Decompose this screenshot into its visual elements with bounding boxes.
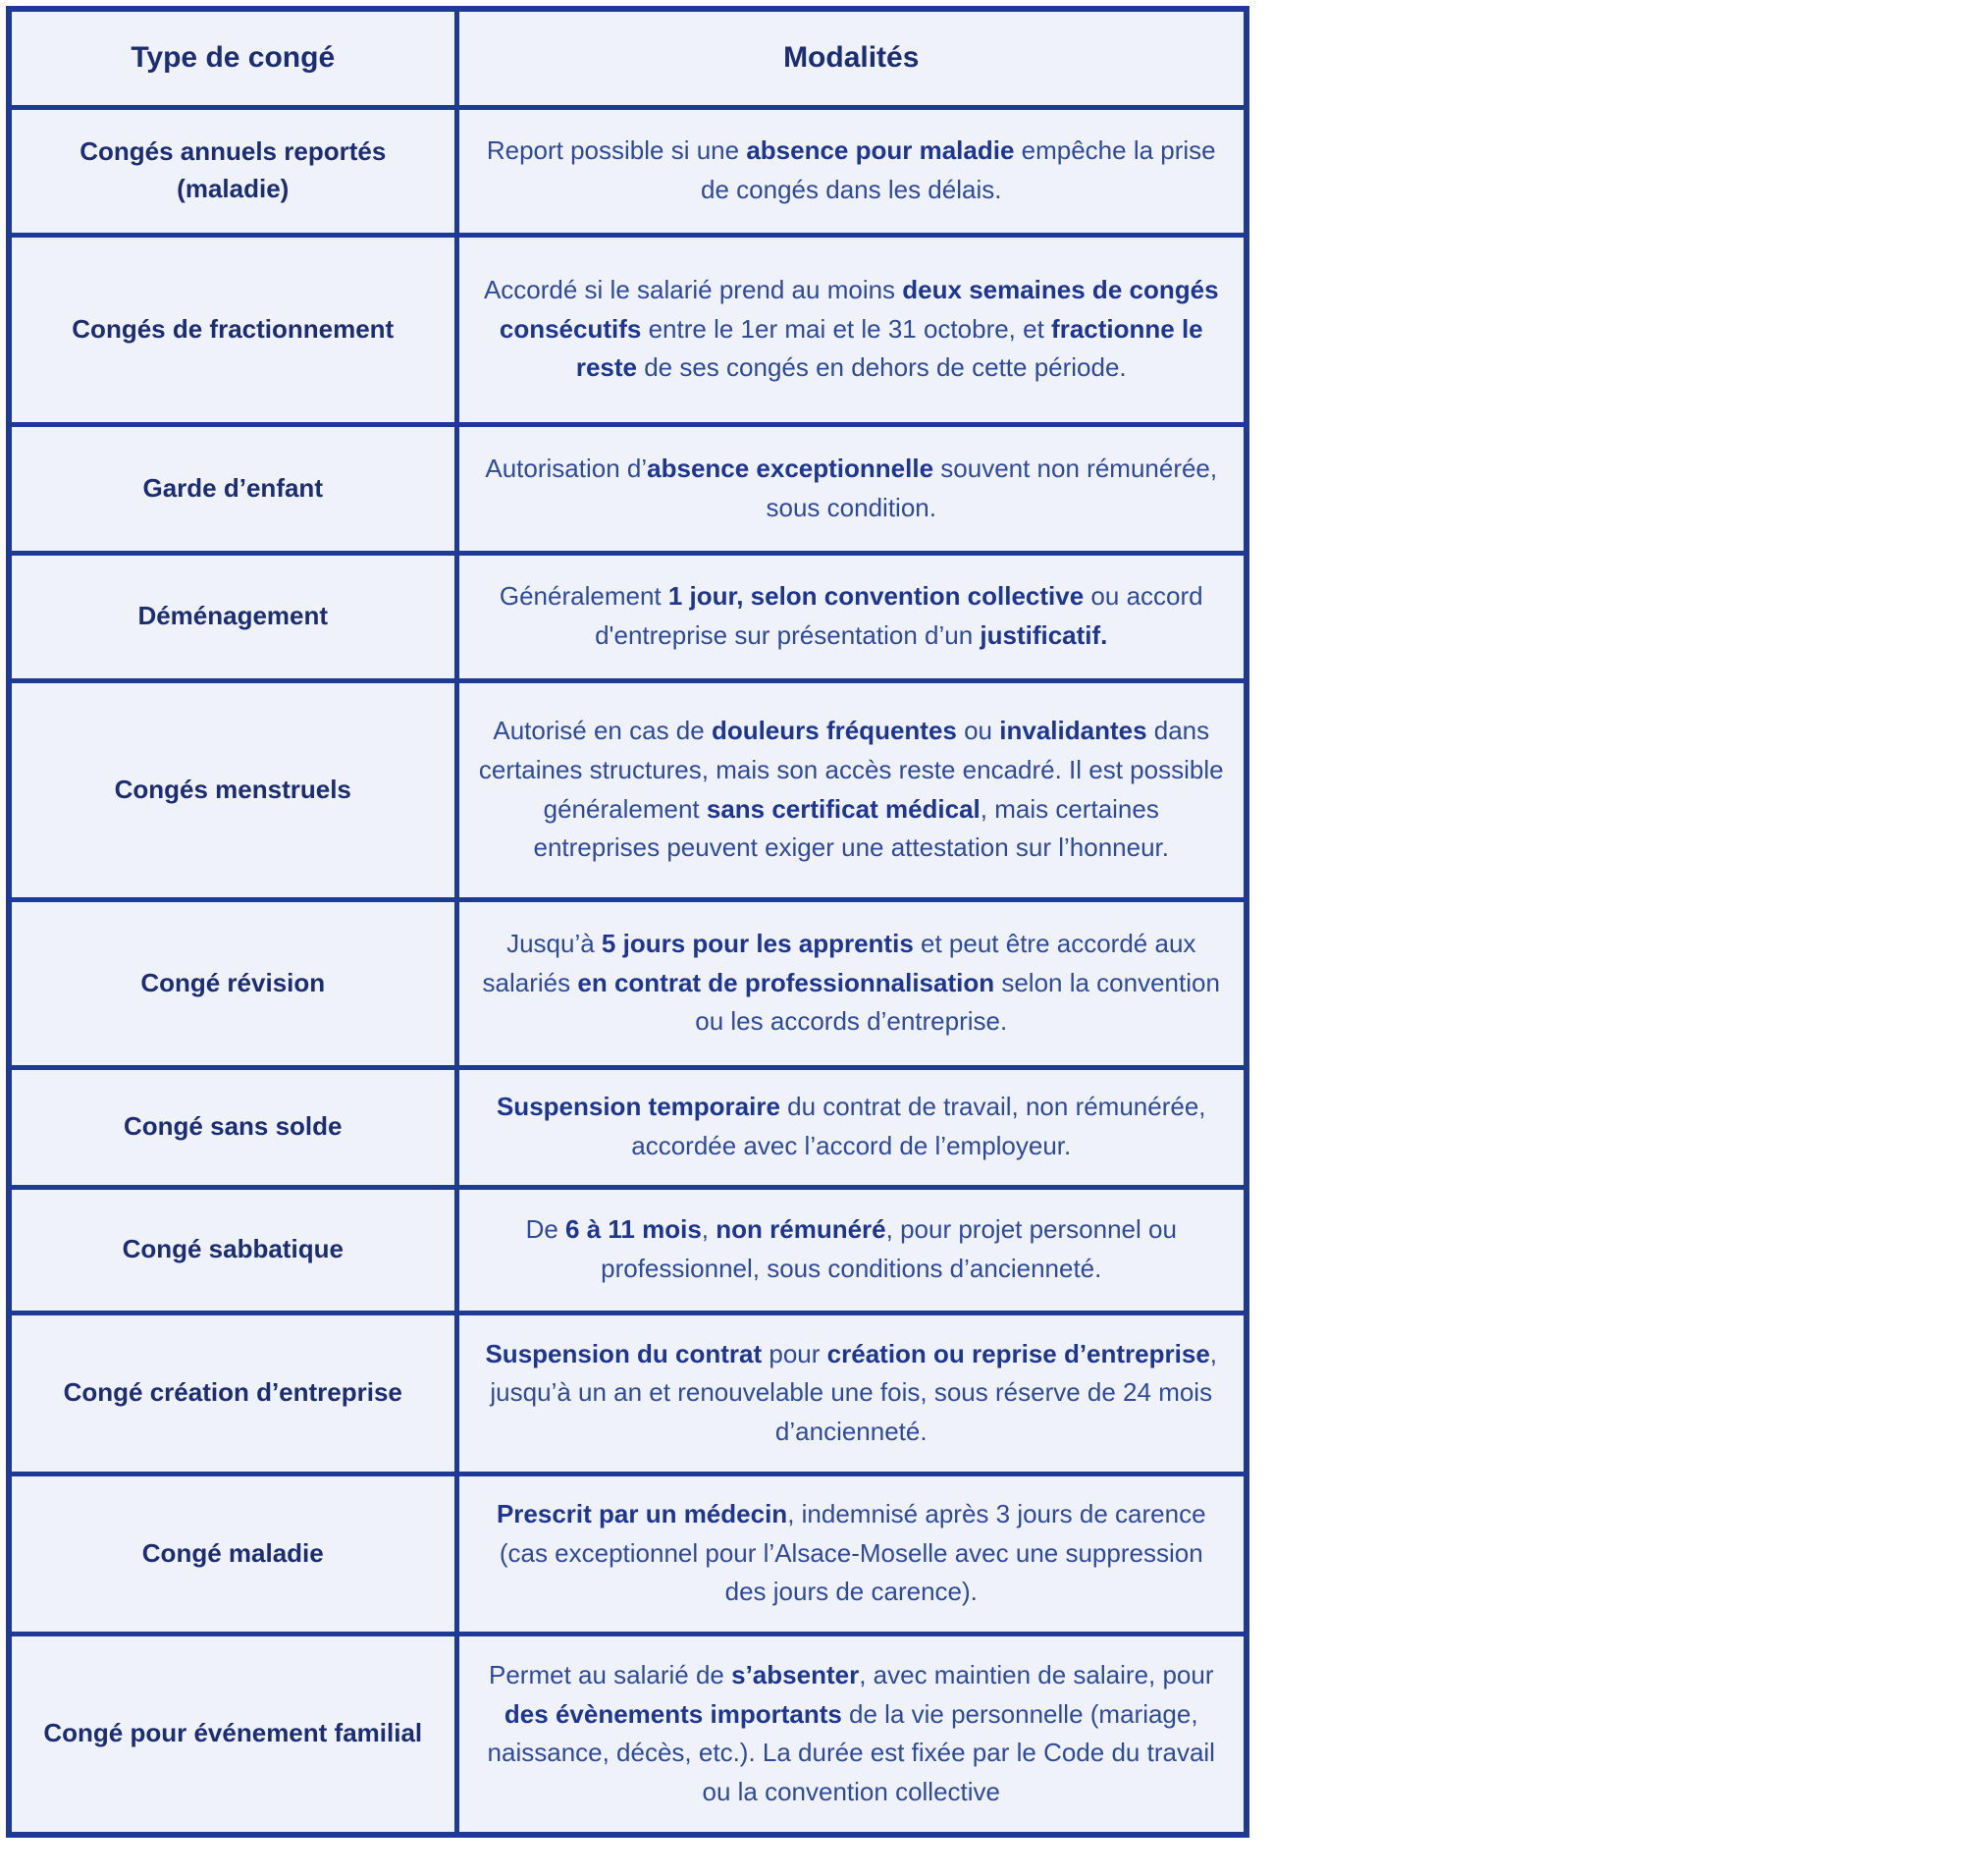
text-segment: 6 à 11 mois <box>565 1214 702 1245</box>
text-segment: pour <box>762 1338 827 1368</box>
text-segment: Suspension temporaire <box>496 1092 780 1122</box>
text-segment: deux semaines de congés consécutifs <box>499 275 1219 344</box>
text-segment: selon la convention ou les accords d’entreprise. <box>695 967 1220 1037</box>
table-body <box>9 107 1247 1835</box>
leave-type-cell: Congés de fractionnement <box>9 235 456 424</box>
modalites-cell <box>456 424 1247 553</box>
modalites-cell <box>456 1187 1247 1313</box>
leave-type-cell: Congé maladie <box>9 1474 456 1634</box>
text-segment: de ses congés en dehors de cette période. <box>636 352 1127 383</box>
table-row <box>9 1313 1247 1474</box>
text-segment: , jusqu’à un an et renouvelable une fois, sous réserve de 24 mois d’ancienneté. <box>490 1338 1218 1446</box>
table-row <box>9 899 1247 1067</box>
text-segment: justificatif. <box>980 620 1108 650</box>
text-segment: des évènements importants <box>504 1698 842 1729</box>
text-segment: création ou reprise d’entreprise <box>826 1338 1210 1368</box>
modalites-cell <box>456 1067 1247 1187</box>
leave-type-cell: Congé pour événement familial <box>9 1634 456 1835</box>
table-row <box>9 1187 1247 1313</box>
text-segment: en contrat de professionnalisation <box>577 967 995 997</box>
modalites-cell <box>456 235 1247 424</box>
table-row <box>9 107 1247 235</box>
text-segment: , avec maintien de salaire, pour <box>859 1660 1214 1690</box>
text-segment: dans certaines structures, mais son accès reste encadré. Il est possible généralement <box>478 716 1224 824</box>
modalites-cell <box>456 107 1247 235</box>
table-row <box>9 1474 1247 1634</box>
text-segment: ou <box>956 716 1000 746</box>
text-segment: s’absenter <box>731 1660 860 1690</box>
text-segment: Autorisation d’ <box>485 453 648 483</box>
modalites-cell <box>456 899 1247 1067</box>
text-segment: et peut être accordé aux salariés <box>482 929 1196 997</box>
text-segment: ou accord d'entreprise sur présentation d’un <box>595 581 1203 650</box>
modalites-cell <box>456 1474 1247 1634</box>
text-segment: de la vie personnelle (mariage, naissance, décès, etc.). La durée est fixée par le Code du travail ou la convention collective <box>487 1698 1215 1806</box>
header-row <box>9 9 1247 107</box>
leave-types-table <box>6 6 1249 1838</box>
text-segment: absence exceptionnelle <box>647 453 934 483</box>
table-row <box>9 235 1247 424</box>
text-segment: fractionne le reste <box>575 313 1203 383</box>
text-segment: invalidantes <box>999 716 1147 746</box>
text-segment: De <box>525 1214 566 1245</box>
text-segment: , <box>701 1214 716 1245</box>
text-segment: , mais certaines entreprises peuvent exiger une attestation sur l’honneur. <box>533 793 1170 863</box>
leave-type-cell: Garde d’enfant <box>9 424 456 553</box>
text-segment: Permet au salarié de <box>488 1660 732 1690</box>
header-modalites: Modalités <box>456 9 1247 107</box>
text-segment: Suspension du contrat <box>485 1338 763 1368</box>
text-segment: Accordé si le salarié prend au moins <box>483 275 903 305</box>
text-segment: Prescrit par un médecin <box>496 1499 788 1529</box>
leave-type-cell: Congé révision <box>9 899 456 1067</box>
modalites-cell <box>456 1634 1247 1835</box>
leave-type-cell: Congé sabbatique <box>9 1187 456 1313</box>
leave-type-cell: Congés annuels reportés (maladie) <box>9 107 456 235</box>
text-segment: empêche la prise de congés dans les délais. <box>701 135 1216 204</box>
table-row <box>9 424 1247 553</box>
text-segment: 5 jours pour les apprentis <box>601 929 914 959</box>
text-segment: souvent non rémunérée, sous condition. <box>766 453 1218 522</box>
text-segment: entre le 1er mai et le 31 octobre, et <box>641 313 1052 344</box>
text-segment: Généralement <box>499 581 668 612</box>
modalites-cell <box>456 553 1247 680</box>
leave-type-cell: Congé création d’entreprise <box>9 1313 456 1474</box>
modalites-cell <box>456 1313 1247 1474</box>
leave-type-cell: Congé sans solde <box>9 1067 456 1187</box>
text-segment: Autorisé en cas de <box>493 716 712 746</box>
modalites-cell <box>456 680 1247 899</box>
text-segment: sans certificat médical <box>706 793 981 824</box>
leave-type-cell: Congés menstruels <box>9 680 456 899</box>
text-segment: Jusqu’à <box>506 929 602 959</box>
text-segment: 1 jour, selon convention collective <box>667 581 1085 612</box>
text-segment: douleurs fréquentes <box>711 716 957 746</box>
table-row <box>9 1634 1247 1835</box>
text-segment: absence pour maladie <box>746 135 1015 166</box>
leave-type-cell: Déménagement <box>9 553 456 680</box>
table-row <box>9 553 1247 680</box>
table-row <box>9 1067 1247 1187</box>
text-segment: Report possible si une <box>486 135 747 166</box>
text-segment: du contrat de travail, non rémunérée, accordée avec l’accord de l’employeur. <box>631 1092 1206 1160</box>
text-segment: , indemnisé après 3 jours de carence (cas exceptionnel pour l’Alsace-Moselle avec une suppression des jours de carence). <box>499 1499 1206 1607</box>
header-type-de-conge: Type de congé <box>9 9 456 107</box>
text-segment: , pour projet personnel ou professionnel, sous conditions d’ancienneté. <box>601 1214 1177 1283</box>
table-row <box>9 680 1247 899</box>
table-header <box>9 9 1247 107</box>
text-segment: non rémunéré <box>716 1214 886 1245</box>
